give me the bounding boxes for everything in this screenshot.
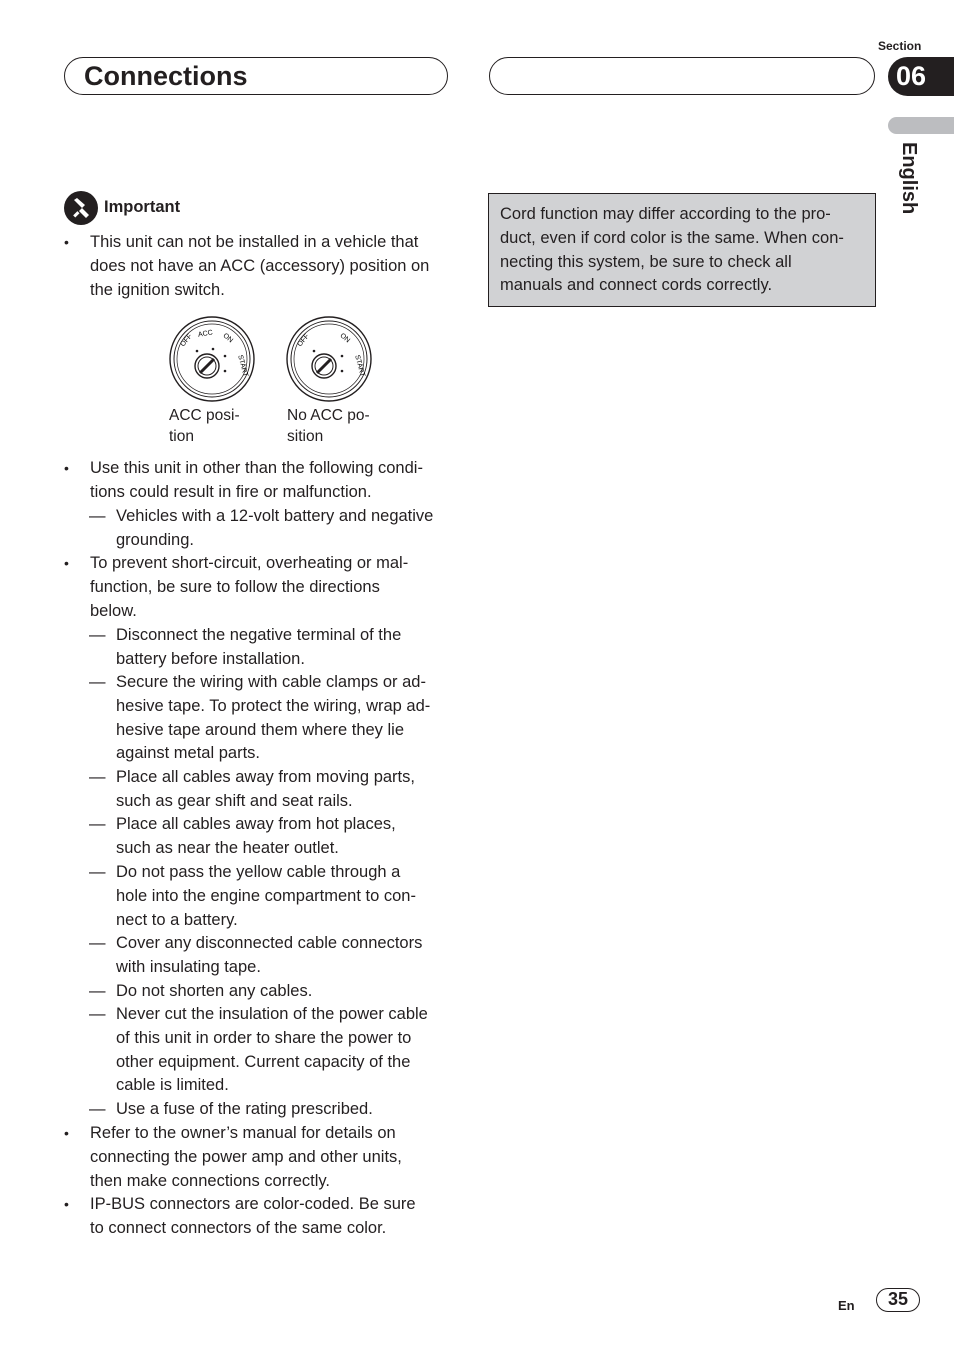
page-number: 35 (876, 1288, 920, 1312)
bullet-icon: • (64, 234, 69, 250)
text-line: Use this unit in other than the following condi- (90, 459, 423, 477)
sub-list-item (89, 932, 423, 980)
text-line: hole into the engine compartment to con- (116, 886, 416, 905)
text-line: hesive tape. To protect the wiring, wrap ad- (116, 696, 431, 715)
text-line: such as near the heater outlet. (116, 838, 339, 857)
text-line: other equipment. Current capacity of the (116, 1052, 411, 1071)
text-line: the ignition switch. (90, 280, 225, 299)
switch-off-label: OFF (179, 332, 194, 349)
bullet-icon: • (64, 460, 69, 476)
switch-on-label: ON (221, 332, 234, 345)
language-label: English (898, 142, 920, 215)
dash-icon: — (89, 507, 106, 525)
text-line: To prevent short-circuit, overheating or mal- (90, 554, 409, 572)
dash-icon: — (89, 863, 106, 881)
note-box: Cord function may differ according to the pro- duct, even if cord color is the same. When con- necting this system, be sure to check all manuals and connect cords correctly. (488, 193, 876, 307)
text-line: connecting the power amp and other units, (90, 1147, 402, 1166)
text-line: does not have an ACC (accessory) position on (90, 256, 430, 275)
text-line: grounding. (116, 530, 194, 549)
dash-icon: — (89, 768, 106, 786)
text-line: Place all cables away from hot places, (116, 815, 396, 833)
text-line: Use a fuse of the rating prescribed. (116, 1100, 373, 1118)
dash-icon: — (89, 934, 106, 952)
text-line: Disconnect the negative terminal of the (116, 626, 402, 644)
ignition-switch-no-acc-icon (284, 314, 374, 404)
sub-list-item (89, 1003, 428, 1098)
sub-list-item (89, 505, 434, 553)
figure-caption-no-acc: No ACC po- sition (287, 407, 370, 445)
switch-acc-label: ACC (197, 329, 214, 339)
text-line: Never cut the insulation of the power cable (116, 1005, 428, 1023)
text-line: IP-BUS connectors are color-coded. Be sure (90, 1195, 416, 1213)
dash-icon: — (89, 1005, 106, 1023)
text-line: hesive tape around them where they lie (116, 720, 405, 739)
text-line: Do not shorten any cables. (116, 982, 313, 1000)
text-line: cable is limited. (116, 1076, 229, 1095)
text-line: of this unit in order to share the power to (116, 1028, 412, 1047)
list-item (64, 1193, 416, 1241)
text-line: Cover any disconnected cable connectors (116, 934, 423, 952)
list-item (64, 552, 409, 623)
dash-icon: — (89, 673, 106, 691)
pointing-hand-icon (64, 191, 98, 225)
sub-list-item (89, 766, 415, 814)
list-item (64, 457, 423, 505)
dash-icon: — (89, 815, 106, 833)
switch-start-label: START (236, 354, 249, 378)
bullet-icon: • (64, 555, 69, 571)
sub-list-item (89, 1098, 373, 1122)
text-line: battery before installation. (116, 649, 305, 668)
text-line: Place all cables away from moving parts, (116, 768, 415, 786)
sub-list-item (89, 813, 396, 861)
section-label: Section (878, 39, 922, 53)
section-number: 06 (896, 61, 927, 91)
bullet-icon: • (64, 1196, 69, 1212)
text-line: against metal parts. (116, 744, 260, 763)
text-line: nect to a battery. (116, 910, 238, 929)
dash-icon: — (89, 1100, 106, 1118)
switch-on-label: ON (338, 332, 351, 345)
text-line: then make connections correctly. (90, 1171, 330, 1190)
dash-icon: — (89, 982, 106, 1000)
list-item (64, 231, 430, 302)
sub-list-item (89, 624, 402, 672)
sub-list-item (89, 861, 416, 932)
switch-start-label: START (353, 354, 366, 378)
text-line: Do not pass the yellow cable through a (116, 863, 401, 881)
language-code: En (838, 1298, 855, 1313)
text-line: Refer to the owner’s manual for details on (90, 1124, 396, 1142)
bullet-icon: • (64, 1125, 69, 1141)
switch-off-label: OFF (296, 332, 311, 349)
text-line: function, be sure to follow the directions (90, 577, 380, 596)
text-line: to connect connectors of the same color. (90, 1218, 387, 1237)
text-line: with insulating tape. (116, 957, 261, 976)
text-line: Vehicles with a 12-volt battery and negative (116, 507, 434, 525)
figure-caption-acc: ACC posi- tion (169, 407, 240, 445)
text-line: below. (90, 601, 137, 620)
language-bar (888, 117, 954, 134)
text-line: such as gear shift and seat rails. (116, 791, 353, 810)
text-line: Secure the wiring with cable clamps or ad- (116, 673, 426, 691)
sub-list-item (89, 671, 431, 766)
list-item (64, 1122, 402, 1193)
text-line: This unit can not be installed in a vehicle that (90, 233, 419, 251)
title-frame-right (489, 57, 875, 95)
sub-list-item (89, 980, 313, 1004)
text-line: tions could result in fire or malfunction. (90, 482, 372, 501)
page-title: Connections (84, 61, 248, 91)
dash-icon: — (89, 626, 106, 644)
ignition-switch-acc-icon (167, 314, 257, 404)
important-label: Important (104, 198, 181, 216)
